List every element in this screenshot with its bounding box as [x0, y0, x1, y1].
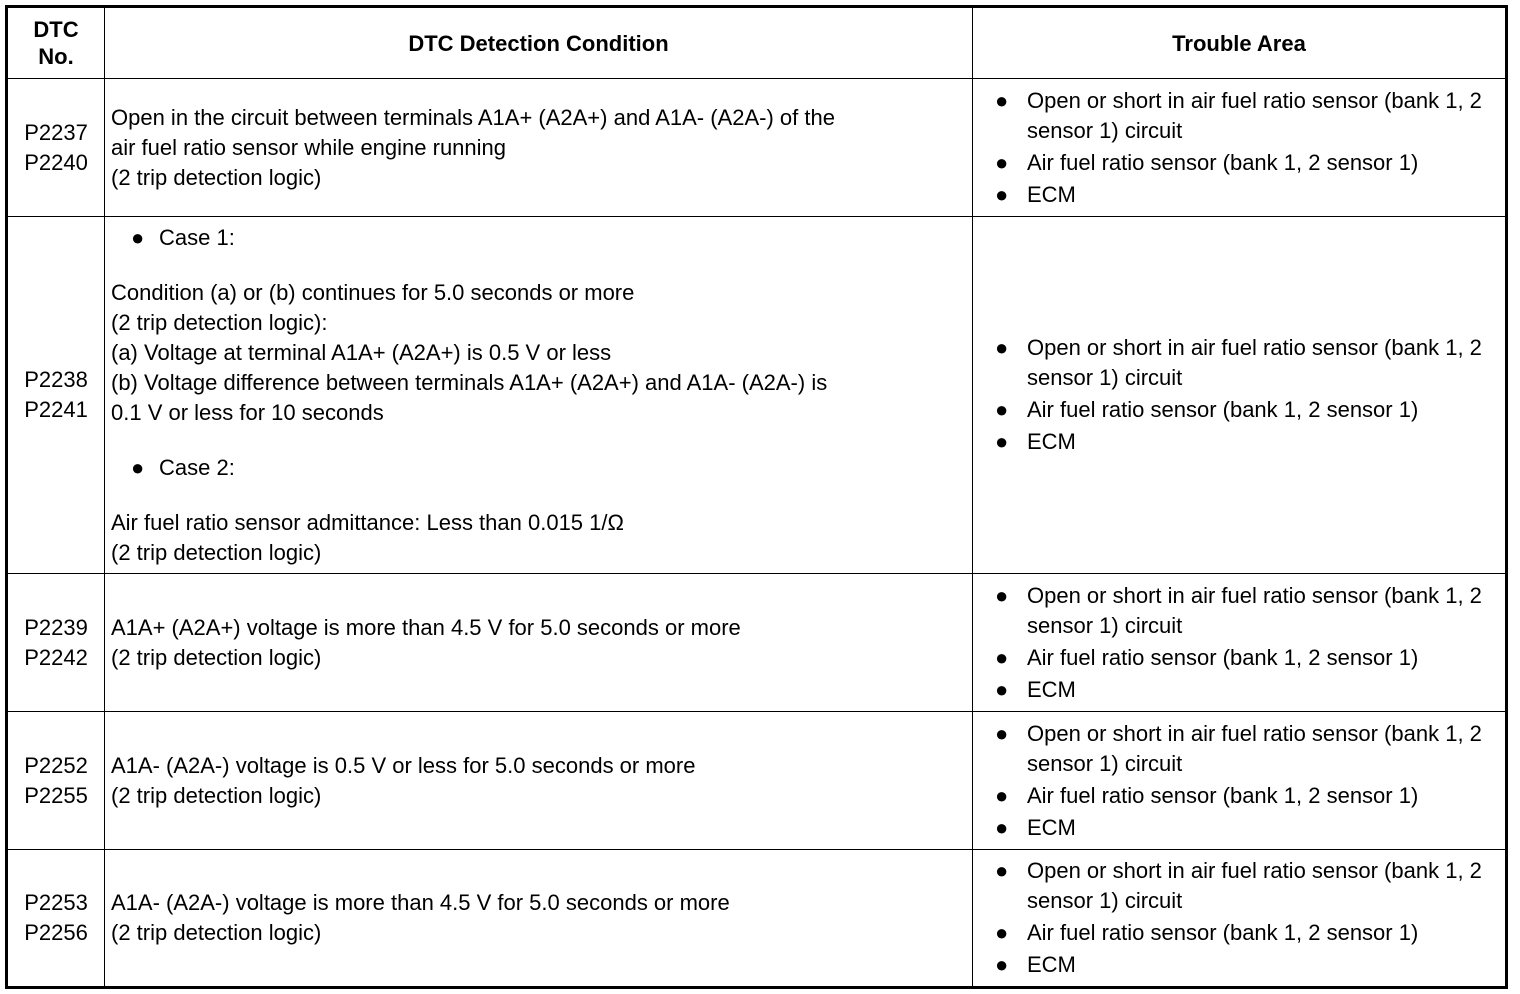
bullet-icon: ● — [995, 582, 1009, 608]
table-header-row — [7, 7, 1507, 79]
dtc-code: P2238 — [24, 367, 88, 392]
trouble-text: Air fuel ratio sensor (bank 1, 2 sensor 1) — [1027, 644, 1419, 670]
trouble-text: Open or short in air fuel ratio sensor (bank 1, 2 sensor 1) circuit — [1027, 720, 1482, 776]
trouble-item — [995, 180, 1505, 210]
trouble-item — [995, 950, 1505, 980]
trouble-area-cell — [973, 574, 1507, 712]
dtc-code-cell — [7, 574, 105, 712]
condition-line: Condition (a) or (b) continues for 5.0 seconds or more — [111, 279, 635, 305]
header-dtc-no — [7, 7, 105, 79]
table-row — [7, 79, 1507, 217]
condition-line: A1A- (A2A-) voltage is more than 4.5 V for 5.0 seconds or more — [111, 890, 730, 915]
bullet-icon: ● — [995, 429, 1009, 454]
trouble-text: Open or short in air fuel ratio sensor (bank 1, 2 sensor 1) circuit — [1027, 87, 1482, 143]
trouble-item — [995, 395, 1505, 425]
bullet-icon: ● — [995, 87, 1009, 113]
dtc-code: P2255 — [24, 782, 88, 808]
trouble-list — [973, 86, 1505, 210]
case-text: Case 1: — [159, 224, 235, 250]
trouble-item — [995, 581, 1505, 641]
table-row — [7, 850, 1507, 988]
case-text: Case 2: — [159, 454, 235, 480]
condition-line: A1A+ (A2A+) voltage is more than 4.5 V for 5.0 seconds or more — [111, 614, 741, 640]
condition-line: 0.1 V or less for 10 seconds — [111, 399, 384, 425]
dtc-code-cell — [7, 712, 105, 850]
condition-line: (b) Voltage difference between terminals A1A+ (A2A+) and A1A- (A2A-) is — [111, 369, 828, 395]
trouble-area-cell — [973, 850, 1507, 988]
bullet-icon: ● — [995, 720, 1009, 746]
trouble-text: Open or short in air fuel ratio sensor (bank 1, 2 sensor 1) circuit — [1027, 858, 1482, 913]
trouble-item — [995, 333, 1505, 393]
case-label — [111, 453, 968, 483]
trouble-item — [995, 856, 1505, 916]
trouble-text: Open or short in air fuel ratio sensor (bank 1, 2 sensor 1) circuit — [1027, 582, 1482, 638]
trouble-item — [995, 427, 1505, 457]
trouble-text: ECM — [1027, 814, 1076, 840]
condition-line: (2 trip detection logic): — [111, 309, 328, 335]
trouble-list — [973, 856, 1505, 980]
trouble-text: ECM — [1027, 429, 1076, 454]
trouble-text: Air fuel ratio sensor (bank 1, 2 sensor 1) — [1027, 149, 1419, 175]
bullet-icon: ● — [995, 952, 1009, 977]
header-condition: DTC Detection Condition — [105, 7, 973, 79]
trouble-text: ECM — [1027, 181, 1076, 207]
dtc-code: P2242 — [24, 644, 88, 670]
condition-line: air fuel ratio sensor while engine running — [111, 134, 507, 160]
condition-cell — [105, 850, 973, 988]
bullet-icon: ● — [131, 454, 145, 480]
dtc-code-cell — [7, 850, 105, 988]
bullet-icon: ● — [995, 644, 1009, 670]
condition-cell — [105, 712, 973, 850]
dtc-code: P2237 — [24, 119, 88, 145]
dtc-table — [5, 5, 1508, 989]
trouble-item — [995, 813, 1505, 843]
dtc-code: P2252 — [24, 752, 88, 778]
table-row — [7, 574, 1507, 712]
table-row — [7, 712, 1507, 850]
dtc-code: P2239 — [24, 614, 88, 640]
trouble-item — [995, 86, 1505, 146]
dtc-code-cell — [7, 79, 105, 217]
header-dtc-no-line2: No. — [38, 44, 74, 69]
dtc-code: P2241 — [24, 397, 88, 422]
bullet-icon: ● — [995, 920, 1009, 945]
case-label — [111, 223, 968, 253]
bullet-icon: ● — [995, 181, 1009, 207]
trouble-area-cell — [973, 79, 1507, 217]
trouble-area-cell — [973, 217, 1507, 574]
bullet-icon: ● — [995, 676, 1009, 702]
condition-line: (2 trip detection logic) — [111, 782, 322, 808]
condition-cell — [105, 217, 973, 574]
bullet-icon: ● — [995, 397, 1009, 422]
trouble-item — [995, 675, 1505, 705]
trouble-list — [973, 581, 1505, 705]
dtc-code-cell — [7, 217, 105, 574]
condition-line: A1A- (A2A-) voltage is 0.5 V or less for 5.0 seconds or more — [111, 752, 696, 778]
trouble-text: Air fuel ratio sensor (bank 1, 2 sensor 1) — [1027, 782, 1419, 808]
condition-cell — [105, 574, 973, 712]
dtc-code: P2256 — [24, 920, 88, 945]
trouble-item — [995, 643, 1505, 673]
trouble-text: ECM — [1027, 952, 1076, 977]
condition-line: Air fuel ratio sensor admittance: Less than 0.015 1/Ω — [111, 509, 624, 535]
trouble-text: Air fuel ratio sensor (bank 1, 2 sensor 1) — [1027, 920, 1419, 945]
trouble-item — [995, 148, 1505, 178]
bullet-icon: ● — [995, 335, 1009, 360]
header-trouble-area: Trouble Area — [973, 7, 1507, 79]
bullet-icon: ● — [995, 814, 1009, 840]
bullet-icon: ● — [995, 149, 1009, 175]
condition-line: (a) Voltage at terminal A1A+ (A2A+) is 0.5 V or less — [111, 339, 612, 365]
bullet-icon: ● — [995, 782, 1009, 808]
condition-cell — [105, 79, 973, 217]
header-dtc-no-line1: DTC — [33, 17, 79, 42]
trouble-item — [995, 781, 1505, 811]
dtc-code: P2253 — [24, 890, 88, 915]
condition-line: (2 trip detection logic) — [111, 164, 322, 190]
condition-line: Open in the circuit between terminals A1A+ (A2A+) and A1A- (A2A-) of the — [111, 104, 835, 130]
dtc-code: P2240 — [24, 149, 88, 175]
trouble-text: ECM — [1027, 676, 1076, 702]
trouble-item — [995, 719, 1505, 779]
table-row — [7, 217, 1507, 574]
bullet-icon: ● — [131, 224, 145, 250]
condition-line: (2 trip detection logic) — [111, 644, 322, 670]
trouble-list — [973, 333, 1505, 457]
condition-line: (2 trip detection logic) — [111, 539, 322, 565]
trouble-text: Open or short in air fuel ratio sensor (bank 1, 2 sensor 1) circuit — [1027, 335, 1482, 390]
trouble-area-cell — [973, 712, 1507, 850]
trouble-item — [995, 918, 1505, 948]
trouble-text: Air fuel ratio sensor (bank 1, 2 sensor 1) — [1027, 397, 1419, 422]
trouble-list — [973, 719, 1505, 843]
condition-line: (2 trip detection logic) — [111, 920, 322, 945]
bullet-icon: ● — [995, 858, 1009, 883]
